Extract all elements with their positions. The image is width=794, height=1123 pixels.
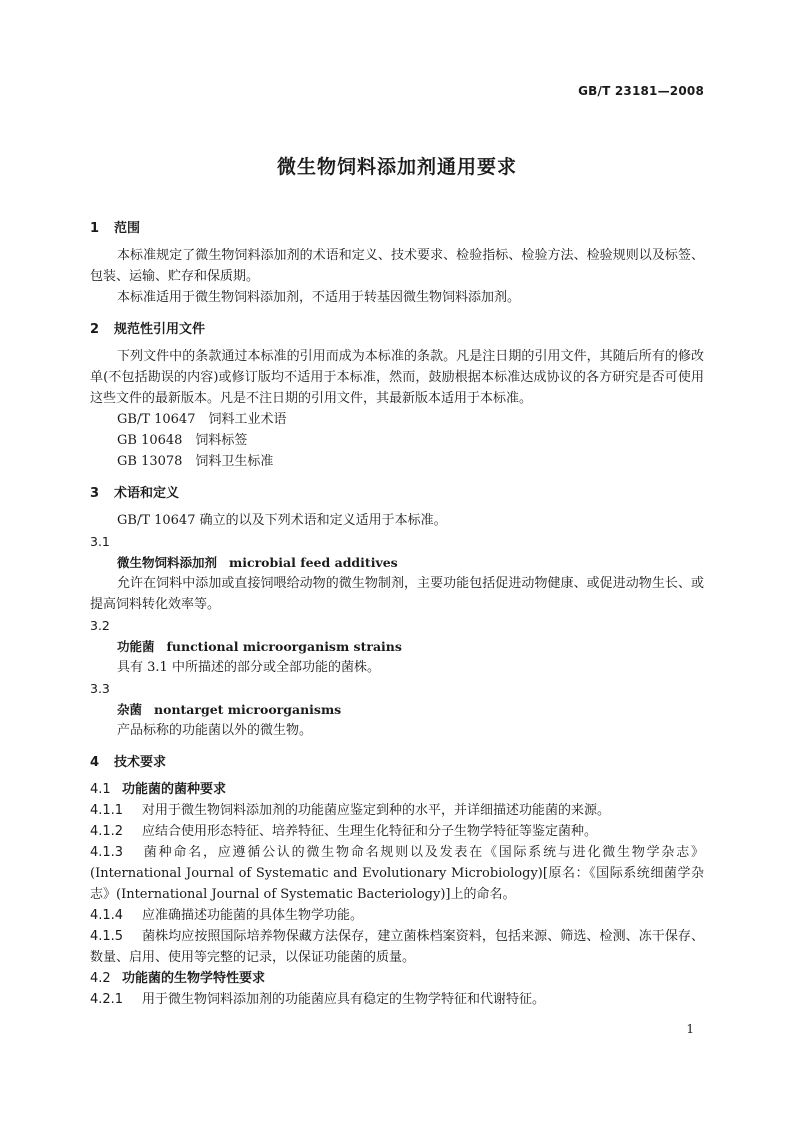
term-name bbox=[90, 699, 704, 720]
term-definition: 产品标称的功能菌以外的微生物。 bbox=[117, 723, 313, 738]
term-number: 3.3 bbox=[90, 681, 110, 696]
term-number: 3.1 bbox=[90, 534, 110, 549]
paragraph: 本标准规定了微生物饲料添加剂的术语和定义、技术要求、检验指标、检验方法、检验规则以及标签、包装、运输、贮存和保质期。 bbox=[90, 248, 704, 284]
paragraph: GB/T 10647 确立的以及下列术语和定义适用于本标准。 bbox=[117, 513, 447, 528]
clause-text: 应结合使用形态特征、培养特征、生理生化特征和分子生物学特征等鉴定菌种。 bbox=[142, 824, 598, 839]
subsection-number: 4.1 bbox=[90, 782, 111, 797]
section-2-heading bbox=[90, 319, 704, 340]
clause-text: 用于微生物饲料添加剂的功能菌应具有稳定的生物学特征和代谢特征。 bbox=[142, 992, 546, 1007]
section-title: 技术要求 bbox=[114, 755, 167, 770]
term-name bbox=[90, 636, 704, 657]
subsection-4-2-heading bbox=[90, 968, 704, 989]
section-number: 4 bbox=[90, 755, 100, 770]
clause-number: 4.1.4 bbox=[90, 908, 124, 923]
section-number: 3 bbox=[90, 486, 100, 501]
reference-item: GB 13078 饲料卫生标准 bbox=[117, 454, 274, 469]
subsection-title: 功能菌的菌种要求 bbox=[122, 782, 227, 797]
term-chinese: 杂菌 bbox=[117, 702, 143, 717]
paragraph: 本标准适用于微生物饲料添加剂，不适用于转基因微生物饲料添加剂。 bbox=[117, 290, 521, 305]
clause-number: 4.2.1 bbox=[90, 992, 124, 1007]
clause-number: 4.1.3 bbox=[90, 845, 124, 860]
clause-4-1-3 bbox=[90, 842, 704, 905]
term-english: microbial feed additives bbox=[229, 555, 398, 570]
reference-item: GB 10648 饲料标签 bbox=[117, 433, 248, 448]
term-english: nontarget microorganisms bbox=[154, 702, 342, 717]
clause-number: 4.1.5 bbox=[90, 929, 124, 944]
clause-4-1-2 bbox=[90, 821, 704, 842]
standard-number: GB/T 23181—2008 bbox=[578, 84, 704, 98]
section-4-heading bbox=[90, 752, 704, 773]
subsection-title: 功能菌的生物学特性要求 bbox=[122, 971, 266, 986]
section-title: 术语和定义 bbox=[114, 486, 180, 501]
term-name bbox=[90, 552, 704, 573]
section-number: 1 bbox=[90, 221, 100, 236]
page-number: 1 bbox=[686, 1022, 694, 1036]
term-chinese: 微生物饲料添加剂 bbox=[117, 555, 218, 570]
section-1-heading bbox=[90, 218, 704, 239]
clause-text: 应准确描述功能菌的具体生物学功能。 bbox=[142, 908, 364, 923]
clause-text: 对用于微生物饲料添加剂的功能菌应鉴定到种的水平，并详细描述功能菌的来源。 bbox=[142, 803, 611, 818]
subsection-number: 4.2 bbox=[90, 971, 111, 986]
clause-4-2-1 bbox=[90, 989, 704, 1010]
term-english: functional microorganism strains bbox=[166, 639, 402, 654]
document-body bbox=[90, 218, 704, 1010]
clause-text: 菌种命名，应遵循公认的微生物命名规则以及发表在《国际系统与进化微生物学杂志》(International Journal of Systematic and Evolutionary Microbiology)[原名：《国际系统细菌学杂志》(International Journal of Systematic Bacteriology)]上的命名。 bbox=[90, 845, 704, 902]
clause-4-1-4 bbox=[90, 905, 704, 926]
clause-4-1-1 bbox=[90, 800, 704, 821]
section-number: 2 bbox=[90, 322, 100, 337]
term-definition: 具有 3.1 中所描述的部分或全部功能的菌株。 bbox=[117, 660, 380, 675]
clause-number: 4.1.2 bbox=[90, 824, 124, 839]
clause-text: 菌株均应按照国际培养物保藏方法保存，建立菌株档案资料，包括来源、筛选、检测、冻干保存、数量、启用、使用等完整的记录，以保证功能菌的质量。 bbox=[90, 929, 704, 965]
clause-4-1-5 bbox=[90, 926, 704, 968]
term-definition: 允许在饲料中添加或直接饲喂给动物的微生物制剂，主要功能包括促进动物健康、或促进动物生长、或提高饲料转化效率等。 bbox=[90, 576, 704, 612]
clause-number: 4.1.1 bbox=[90, 803, 124, 818]
section-title: 规范性引用文件 bbox=[114, 322, 206, 337]
document-title: 微生物饲料添加剂通用要求 bbox=[276, 156, 517, 178]
section-title: 范围 bbox=[114, 221, 141, 236]
subsection-4-1-heading bbox=[90, 779, 704, 800]
reference-item: GB/T 10647 饲料工业术语 bbox=[117, 412, 287, 427]
term-chinese: 功能菌 bbox=[117, 639, 155, 654]
section-3-heading bbox=[90, 483, 704, 504]
paragraph: 下列文件中的条款通过本标准的引用而成为本标准的条款。凡是注日期的引用文件，其随后所有的修改单(不包括勘误的内容)或修订版均不适用于本标准，然而，鼓励根据本标准达成协议的各方研究是否可使用这些文件的最新版本。凡是不注日期的引用文件，其最新版本适用于本标准。 bbox=[90, 349, 704, 406]
term-number: 3.2 bbox=[90, 618, 110, 633]
